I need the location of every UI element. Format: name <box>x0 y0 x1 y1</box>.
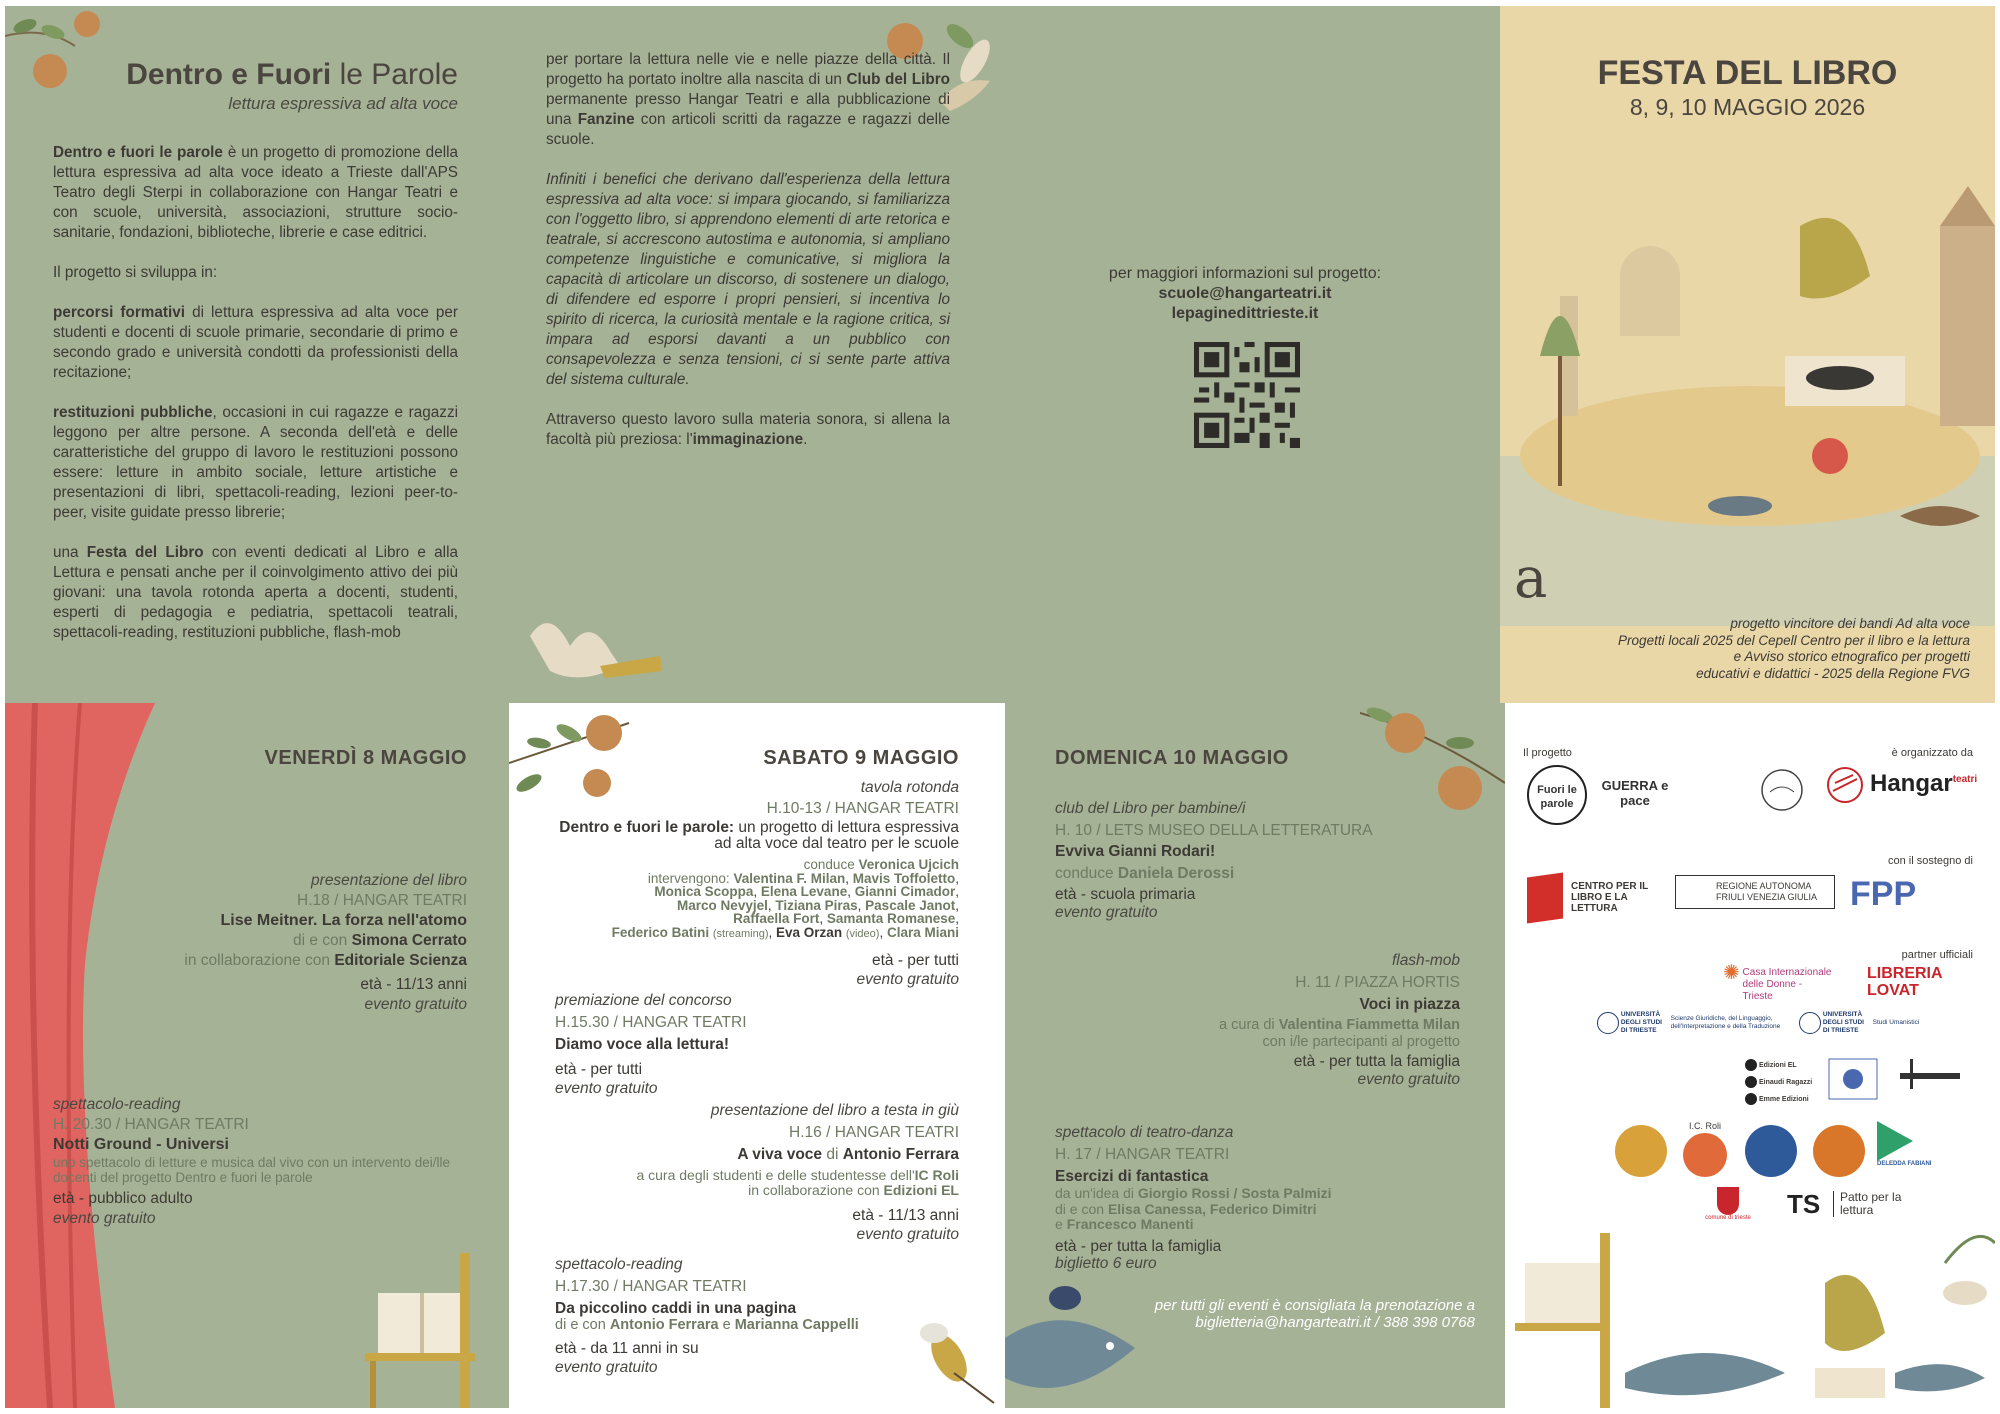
logo-sterpi <box>1760 768 1804 812</box>
saturday-e3-time: H.16 / HANGAR TEATRI <box>789 1124 959 1141</box>
saturday-e4-title: Da piccolino caddi in una pagina <box>555 1300 797 1317</box>
logo-comune: comune di trieste <box>1700 1187 1756 1221</box>
logo-school-5 <box>1813 1125 1865 1177</box>
logo-school-1 <box>1825 1055 1881 1103</box>
saturday-e4-age: età - da 11 anni in su <box>555 1340 699 1357</box>
saturday-e1-age: età - per tutti <box>871 952 959 969</box>
saturday-e1-time: H.10-13 / HANGAR TEATRI <box>766 800 959 817</box>
logo-ts: TS <box>1787 1189 1821 1219</box>
logo-unitrieste-2: UNIVERSITÀ DEGLI STUDI DI TRIESTE Studi Umanistici <box>1799 1011 1979 1035</box>
panel-info <box>1000 6 1500 703</box>
logo-icroli: I.C. Roli <box>1677 1121 1733 1177</box>
intro-p2: Il progetto si sviluppa in: <box>53 264 218 281</box>
sunday-e1-cond: conduce Daniela Derossi <box>1055 864 1235 882</box>
friday-e1-by: di e con Simona Cerrato <box>292 932 467 949</box>
friday-e2-type: spettacolo-reading <box>53 1096 181 1113</box>
info-site[interactable]: lepaginedittrieste.it <box>1171 305 1319 322</box>
friday-e2-title: Notti Ground - Universi <box>53 1136 229 1153</box>
sunday-e1-free: evento gratuito <box>1055 903 1158 921</box>
sunday-e3-price: biglietto 6 euro <box>1055 1254 1157 1272</box>
intro-p4: restituzioni pubbliche, occasioni in cui ragazze e ragazzi leggono per altre persone. A seconda dell'età e delle caratteristiche del gruppo di lavoro le restituzioni possono essere: letture in ambito sociale, letture artistiche e presentazioni di libri, spettacoli-reading, lezioni peer-to-peer, visite guidate presso librerie; <box>53 404 458 521</box>
friday-e2-age: età - pubblico adulto <box>53 1190 193 1207</box>
info-email[interactable]: scuole@hangarteatri.it <box>1158 285 1332 302</box>
logo-guerra-pace: GUERRA e pace <box>1601 778 1669 808</box>
logo-fuori-le-parole: Fuori le parole <box>1527 765 1587 825</box>
panel-saturday <box>509 703 1005 1408</box>
sunday-e2-age: età - per tutta la famiglia <box>1293 1053 1460 1070</box>
sunday-e2-type: flash-mob <box>1391 952 1460 969</box>
panel-intro <box>5 6 500 703</box>
friday-e1-type: presentazione del libro <box>311 872 467 889</box>
sunday-e3-credits: da un'idea di Giorgio Rossi / Sosta Palmizi di e con Elisa Canessa, Federico Dimitri e Francesco Manenti <box>1055 1185 1332 1232</box>
friday-e1-time: H.18 / HANGAR TEATRI <box>297 892 467 909</box>
cover-dates: 8, 9, 10 MAGGIO 2026 <box>1629 94 1866 120</box>
panel-cover <box>1500 6 1995 703</box>
sunday-e2-free: evento gratuito <box>1357 1071 1460 1088</box>
logo-patto: Patto per la lettura <box>1833 1191 1902 1217</box>
project-p2: Infiniti i benefici che derivano dall'esperienza della lettura espressiva ad alta voce: si impara giocando, si familiarizza con l'oggetto libro, si apprendono elementi di arte retorica e teatrale, si accrescono autostima e autonomia, si ampliano competenze linguistiche e comunicative, si migliora la capacità di articolare un discorso, di sostenere un dialogo, di difendere ed esporre i propri pensieri, si incentiva lo spirito di ricerca, la curiosità mentale e la ragione critica, si impara ad esporsi davanti a un pubblico con consapevolezza e senza tensioni, ci si sente parte attiva del sistema culturale. <box>546 171 950 388</box>
cover-credit-4: educativi e didattici - 2025 della Regione FVG <box>1696 665 1970 681</box>
saturday-e2-title: Diamo voce alla lettura! <box>555 1036 730 1053</box>
logo-unitrieste-1: UNIVERSITÀ DEGLI STUDI DI TRIESTE Scienze Giuridiche, del Linguaggio, dell'Interpretazione e della Traduzione <box>1597 1011 1797 1035</box>
cover-letter: a <box>1514 546 1548 611</box>
friday-e1-collab: in collaborazione con Editoriale Scienza <box>184 952 467 969</box>
intro-p3: percorsi formativi di lettura espressiva ad alta voce per studenti e docenti di scuole primarie, secondarie di primo e secondo grado e università condotti da professionisti della recitazione; <box>53 304 459 381</box>
sunday-e3-type: spettacolo di teatro-danza <box>1055 1124 1234 1141</box>
sunday-note-2[interactable]: biglietteria@hangarteatri.it / 388 398 0768 <box>1195 1314 1475 1331</box>
saturday-e4-by: di e con Antonio Ferrara e Marianna Cappelli <box>555 1317 859 1333</box>
saturday-e3-cura: a cura degli studenti e delle studentesse dell'IC Roli <box>636 1167 959 1183</box>
saturday-e2-age: età - per tutti <box>555 1061 643 1078</box>
friday-heading: VENERDÌ 8 MAGGIO <box>264 747 467 769</box>
saturday-e4-time: H.17.30 / HANGAR TEATRI <box>555 1278 747 1295</box>
cover-illustration <box>1500 156 1995 626</box>
sunday-e1-time: H. 10 / LETS MUSEO DELLA LETTERATURA <box>1055 821 1373 839</box>
logo-school-3 <box>1615 1125 1667 1177</box>
logo-casa-donne: ✺ Casa Internazionale delle Donne - Trieste <box>1723 962 1832 1002</box>
trumpet-bird-illustration <box>510 596 670 703</box>
cover-title: FESTA DEL LIBRO <box>1597 54 1898 92</box>
sunday-note-1: per tutti gli eventi è consigliata la prenotazione a <box>1154 1297 1475 1314</box>
logo-school-2 <box>1900 1055 1960 1101</box>
saturday-e2-free: evento gratuito <box>555 1080 658 1097</box>
sunday-e2-time: H. 11 / PIAZZA HORTIS <box>1295 974 1460 991</box>
label-progetto: Il progetto <box>1523 747 1572 759</box>
sponsor-illustration <box>1505 1223 1995 1408</box>
sunday-e2-title: Voci in piazza <box>1359 996 1460 1013</box>
intro-title-bold: Dentro e Fuori <box>126 58 332 91</box>
label-partner: partner ufficiali <box>1901 949 1973 961</box>
curtain-illustration <box>5 703 155 1408</box>
project-p3: Attraverso questo lavoro sulla materia sonora, si allena la facoltà più preziosa: l'immaginazione. <box>546 411 950 448</box>
friday-e1-free: evento gratuito <box>364 996 467 1013</box>
sunday-e2-cura: a cura di Valentina Fiammetta Milan <box>1219 1017 1460 1033</box>
sunday-e3-title: Esercizi di fantastica <box>1055 1168 1209 1185</box>
project-p1: per portare la lettura nelle vie e nelle piazze della città. Il progetto ha portato inoltre alla nascita di un Club del Libro permanente presso Hangar Teatri e alla pubblicazione di una Fanzine con articoli scritti da ragazze e ragazzi delle scuole. <box>546 51 950 148</box>
logo-edizioni-el: Edizioni EL Einaudi Ragazzi Emme Edizioni <box>1745 1057 1812 1108</box>
cover-credit-2: Progetti locali 2025 del Cepell Centro per il libro e la lettura <box>1618 632 1970 648</box>
saturday-e4-type: spettacolo-reading <box>555 1256 683 1273</box>
logo-hangar-symbol <box>1825 765 1865 805</box>
saturday-e4-free: evento gratuito <box>555 1359 658 1376</box>
friday-e2-free: evento gratuito <box>53 1210 156 1227</box>
sunday-e3-time: H. 17 / HANGAR TEATRI <box>1055 1146 1230 1163</box>
sunday-e3-age: età - per tutta la famiglia <box>1055 1237 1222 1255</box>
logo-school-4 <box>1745 1125 1797 1177</box>
saturday-e3-age: età - 11/13 anni <box>852 1207 959 1224</box>
panel-sponsors <box>1505 703 1995 1408</box>
logo-row-schools <box>1615 1121 1985 1181</box>
sunday-e2-with: con i/le partecipanti al progetto <box>1262 1034 1460 1050</box>
saturday-e1-free: evento gratuito <box>856 971 959 988</box>
friday-e1-age: età - 11/13 anni <box>360 976 467 993</box>
saturday-e2-type: premiazione del concorso <box>555 992 732 1009</box>
panel-friday <box>5 703 509 1408</box>
logo-hangar: Hangar$^{teatri}$ <box>1870 770 1978 797</box>
friday-e1-title: Lise Meitner. La forza nell'atomo <box>220 912 467 929</box>
panel-project <box>500 6 1000 703</box>
saturday-e3-collab: in collaborazione con Edizioni EL <box>748 1182 959 1198</box>
label-organizzato: è organizzato da <box>1891 747 1973 759</box>
sunday-heading: DOMENICA 10 MAGGIO <box>1055 747 1289 769</box>
panel-sunday <box>1005 703 1505 1408</box>
label-sostegno: con il sostegno di <box>1888 855 1973 867</box>
intro-subtitle: lettura espressiva ad alta voce <box>228 94 458 113</box>
saturday-heading: SABATO 9 MAGGIO <box>763 747 959 769</box>
sunday-e1-age: età - scuola primaria <box>1055 886 1196 903</box>
sunday-e1-title: Evviva Gianni Rodari! <box>1055 843 1216 860</box>
logo-deledda: DELEDDA FABIANI <box>1877 1121 1931 1167</box>
info-label: per maggiori informazioni sul progetto: <box>1108 265 1382 282</box>
saturday-e2-time: H.15.30 / HANGAR TEATRI <box>555 1014 747 1031</box>
saturday-e3-type: presentazione del libro a testa in giù <box>710 1102 959 1119</box>
logo-regione-fvg: REGIONE AUTONOMA FRIULI VENEZIA GIULIA <box>1675 875 1835 909</box>
logo-cepell: CENTRO PER IL LIBRO E LA LETTURA <box>1527 875 1647 923</box>
cover-credit-3: e Avviso storico etnografico per progetti <box>1733 649 1970 664</box>
logo-fpp: FPP <box>1850 875 1917 913</box>
friday-e2-desc: uno spettacolo di letture e musica dal vivo con un intervento dei/lle docenti del progetto Dentro e fuori le parole <box>53 1155 450 1185</box>
intro-title-light: le Parole <box>331 58 458 91</box>
chair-book-illustration <box>360 1233 505 1408</box>
saturday-e1-type: tavola rotonda <box>860 779 959 796</box>
saturday-e1-title: Dentro e fuori le parole: un progetto di lettura espressiva ad alta voce dal teatro per le scuole <box>559 819 959 852</box>
intro-p1: Dentro e fuori le parole è un progetto di promozione della lettura espressiva ad alta voce ideato a Trieste dall'APS Teatro degli Sterpi in collaborazione con Hangar Teatri e con scuole, università, associazioni, strutture socio-sanitarie, fondazioni, biblioteche, librerie e case editrici. <box>53 144 458 241</box>
saturday-e3-title: A viva voce di Antonio Ferrara <box>737 1146 959 1163</box>
friday-e2-time: H. 20.30 / HANGAR TEATRI <box>53 1116 249 1133</box>
qr-code[interactable] <box>1194 342 1300 448</box>
saturday-e1-participants: conduce Veronica Ujcich intervengono: Valentina F. Milan, Mavis Toffoletto, Monica Scoppa, Elena Levane, Gianni Cimador, Marco Nevyjel, Tiziana Piras, Pascale Janot, Raffaella Fort, Samanta Romanese, Federico Batini (streaming), Eva Orzan (video), Clara Miani <box>611 857 959 940</box>
cover-credit-1: progetto vincitore dei bandi Ad alta voce <box>1730 616 1970 631</box>
intro-p5: una Festa del Libro con eventi dedicati al Libro e alla Lettura e pensati anche per il coinvolgimento attivo dei più giovani: una tavola rotonda aperta a docenti, studenti, esperti di pedagogia e pediatria, spettacoli teatrali, spettacoli-reading, restituzioni pubbliche, flash-mob <box>53 544 458 641</box>
sunday-e1-type: club del Libro per bambine/i <box>1055 800 1246 817</box>
saturday-e3-free: evento gratuito <box>856 1226 959 1243</box>
logo-lovat: LIBRERIA LOVAT <box>1867 965 1942 999</box>
